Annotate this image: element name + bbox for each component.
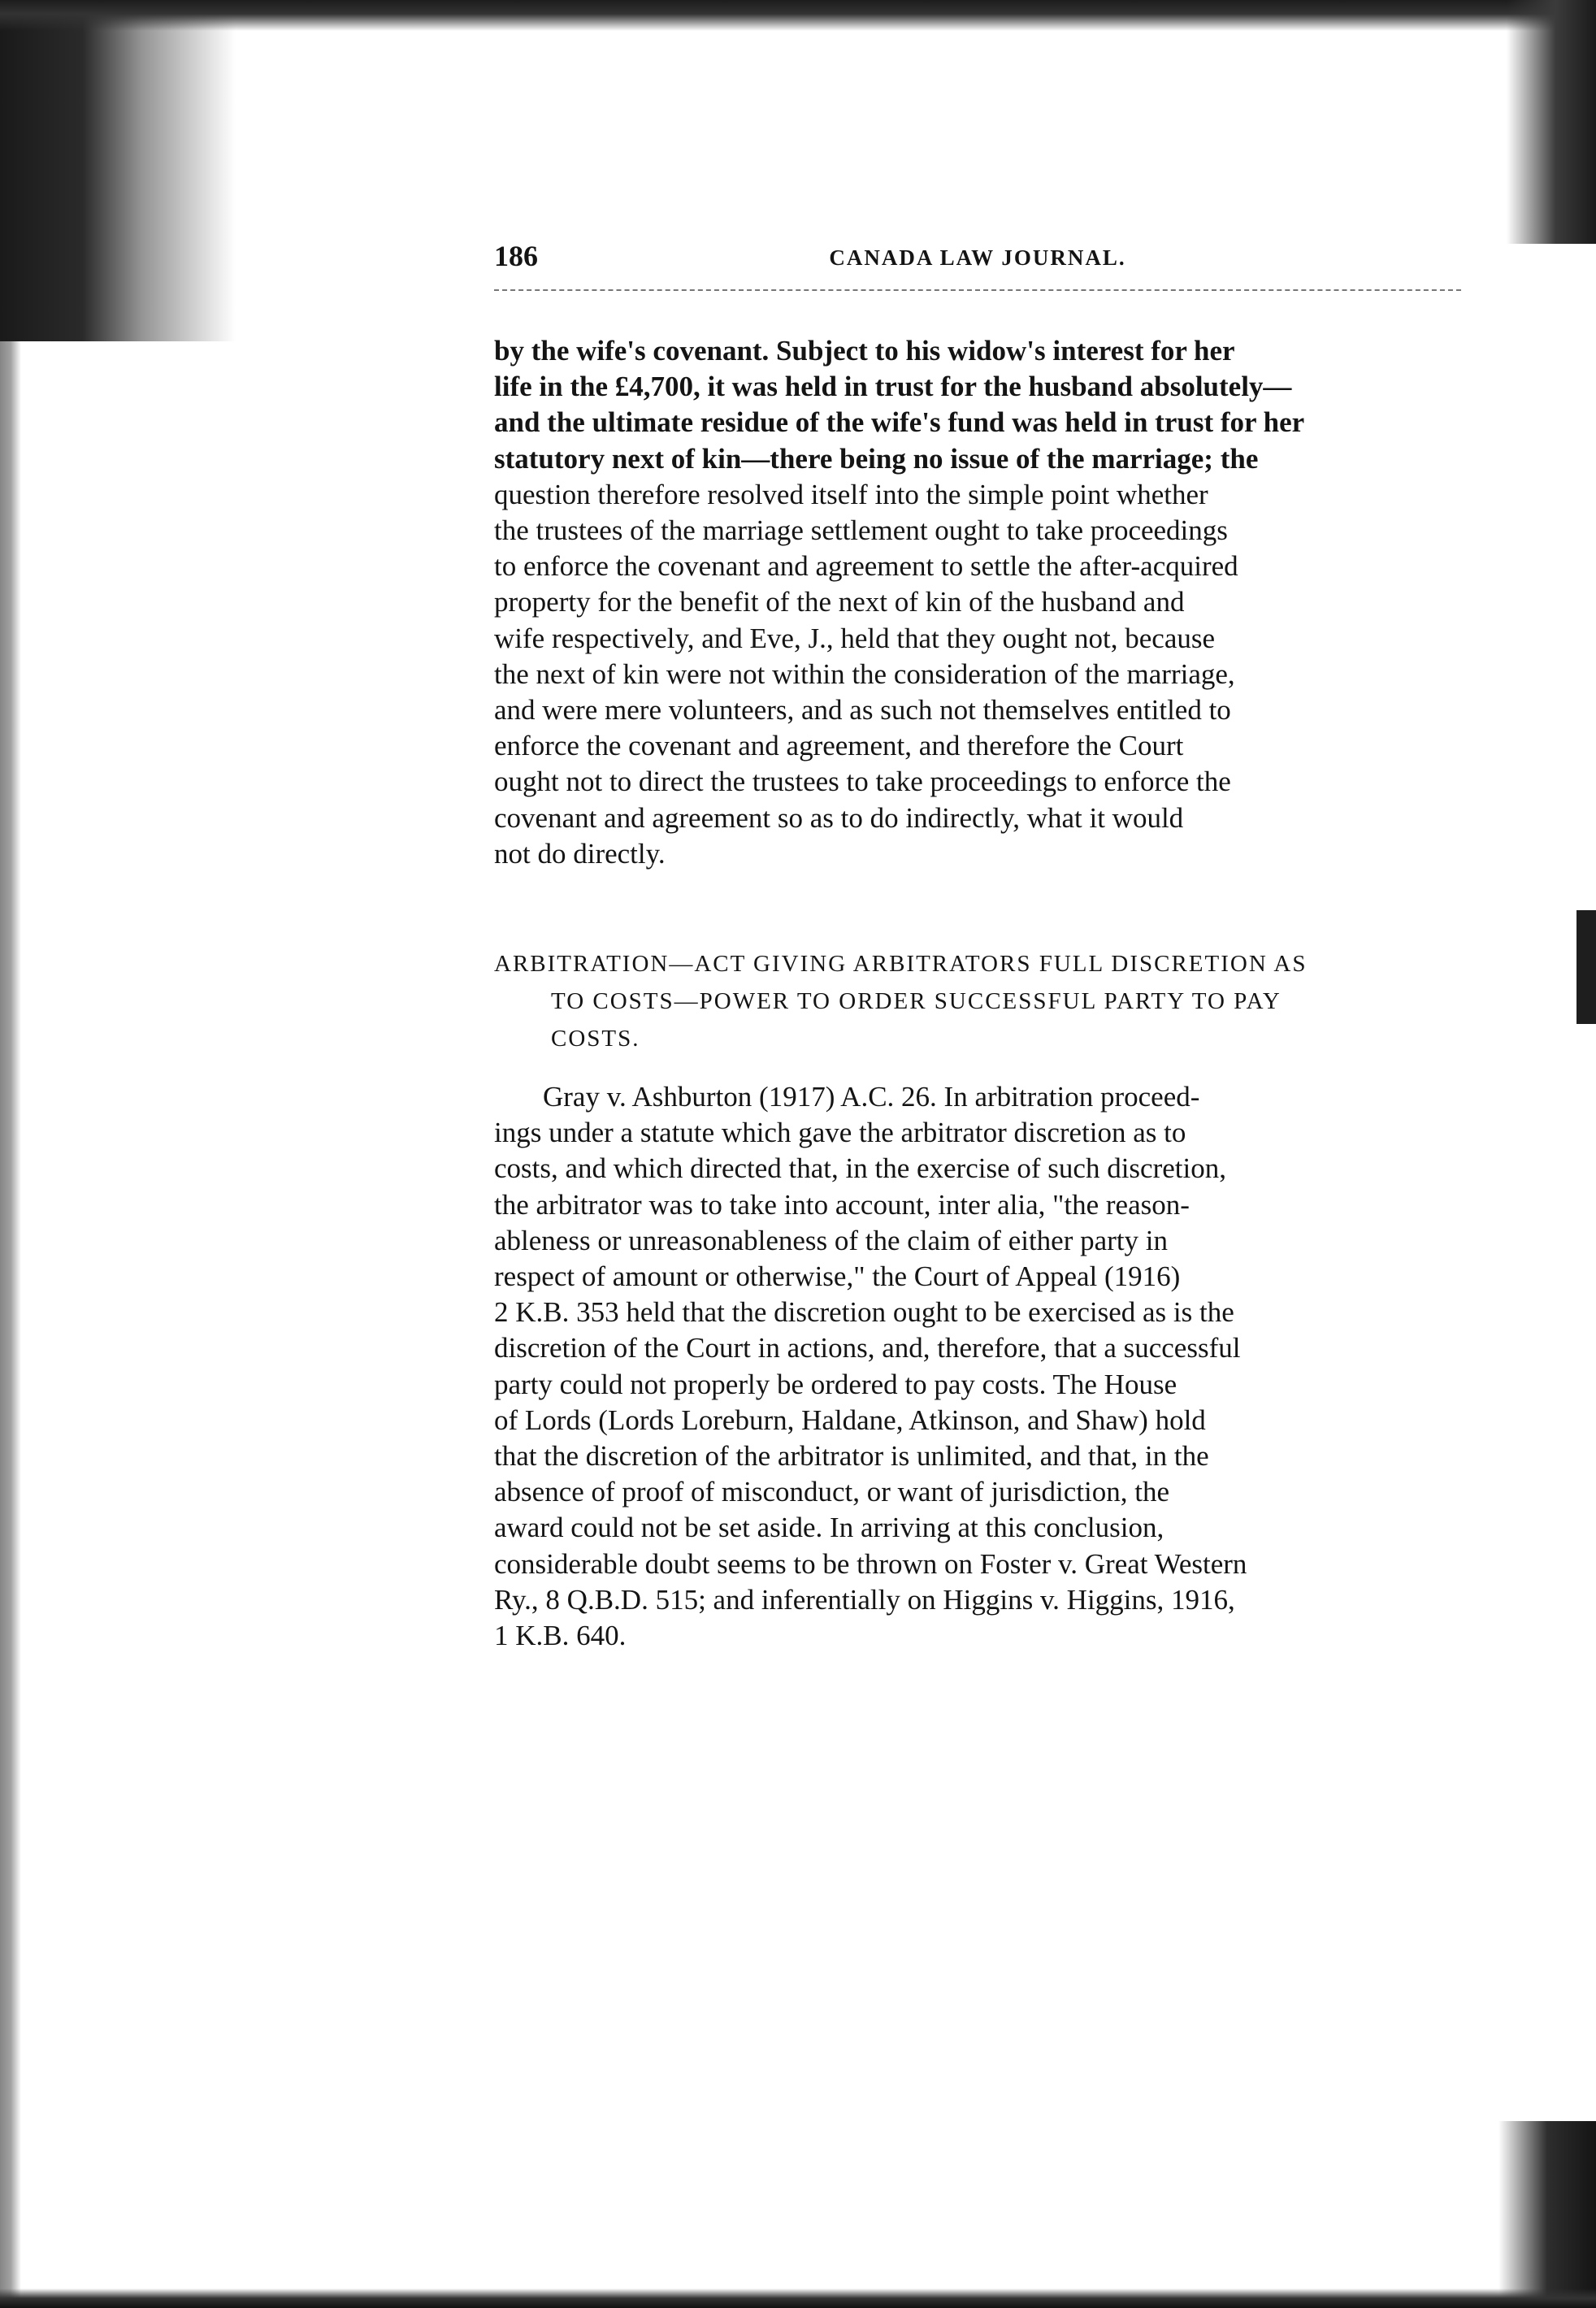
- text-line: the trustees of the marriage settlement ought to take proceedings: [494, 514, 1228, 547]
- text-line: property for the benefit of the next of kin of the husband and: [494, 586, 1185, 618]
- text-line: and the ultimate residue of the wife's fund was held in trust for her: [494, 406, 1305, 439]
- text-line: respect of amount or otherwise," the Court of Appeal (1916): [494, 1260, 1181, 1293]
- text-line: costs, and which directed that, in the exercise of such discretion,: [494, 1152, 1226, 1185]
- scan-shadow-right-mark: [1576, 910, 1596, 1024]
- text-line: by the wife's covenant. Subject to his widow's interest for her: [494, 335, 1235, 367]
- text-line: life in the £4,700, it was held in trust for the husband absolutely—: [494, 371, 1292, 403]
- text-line: ings under a statute which gave the arbitrator discretion as to: [494, 1117, 1186, 1149]
- text-line: to enforce the covenant and agreement to settle the after-acquired: [494, 550, 1238, 583]
- heading-line: COSTS.: [551, 1026, 640, 1052]
- text-line: Gray v. Ashburton (1917) A.C. 26. In arbitration proceed-: [543, 1081, 1200, 1113]
- text-line: party could not properly be ordered to pay costs. The House: [494, 1368, 1177, 1400]
- running-head: CANADA LAW JOURNAL.: [829, 245, 1126, 270]
- text-line: question therefore resolved itself into the simple point whether: [494, 478, 1208, 510]
- page-number: 186: [494, 240, 538, 272]
- case-paragraph: [494, 1079, 1440, 1654]
- text-line: considerable doubt seems to be thrown on Foster v. Great Western: [494, 1547, 1247, 1580]
- text-line: of Lords (Lords Loreburn, Haldane, Atkinson, and Shaw) hold: [494, 1403, 1206, 1436]
- text-line: wife respectively, and Eve, J., held that they ought not, because: [494, 622, 1216, 654]
- scan-shadow-top-right: [1507, 0, 1596, 244]
- page-header: [494, 236, 1461, 284]
- text-line: award could not be set aside. In arriving at this conclusion,: [494, 1512, 1164, 1544]
- scan-shadow-top-left: [0, 0, 236, 341]
- text-line: discretion of the Court in actions, and, therefore, that a successful: [494, 1332, 1241, 1364]
- text-line: 2 K.B. 353 held that the discretion ought to be exercised as is the: [494, 1296, 1234, 1329]
- text-line: the arbitrator was to take into account, inter alia, "the reason-: [494, 1188, 1190, 1221]
- paragraph-continuation: [494, 333, 1440, 872]
- text-line: Ry., 8 Q.B.D. 515; and inferentially on Higgins v. Higgins, 1916,: [494, 1583, 1235, 1616]
- section-heading: [494, 945, 1440, 1057]
- scan-shadow-top: [0, 0, 1596, 31]
- header-rule: [494, 289, 1461, 291]
- text-line: statutory next of kin—there being no issue of the marriage; the: [494, 442, 1259, 475]
- heading-line: ARBITRATION—ACT GIVING ARBITRATORS FULL DISCRETION AS: [494, 951, 1308, 977]
- heading-line: TO COSTS—POWER TO ORDER SUCCESSFUL PARTY TO PAY: [551, 988, 1282, 1014]
- text-line: absence of proof of misconduct, or want of jurisdiction, the: [494, 1476, 1170, 1508]
- scan-shadow-left-strip: [0, 0, 21, 2308]
- text-line: the next of kin were not within the consideration of the marriage,: [494, 657, 1235, 690]
- text-line: not do directly.: [494, 837, 666, 870]
- text-line: enforce the covenant and agreement, and therefore the Court: [494, 730, 1184, 762]
- text-line: ableness or unreasonableness of the claim of either party in: [494, 1224, 1169, 1256]
- scan-shadow-bottom-right: [1498, 2121, 1596, 2308]
- scan-shadow-bottom: [0, 2288, 1596, 2308]
- text-line: ought not to direct the trustees to take proceedings to enforce the: [494, 766, 1231, 798]
- text-line: covenant and agreement so as to do indirectly, what it would: [494, 801, 1184, 834]
- text-line: 1 K.B. 640.: [494, 1620, 627, 1652]
- text-line: that the discretion of the arbitrator is unlimited, and that, in the: [494, 1440, 1209, 1473]
- text-line: and were mere volunteers, and as such not themselves entitled to: [494, 694, 1231, 727]
